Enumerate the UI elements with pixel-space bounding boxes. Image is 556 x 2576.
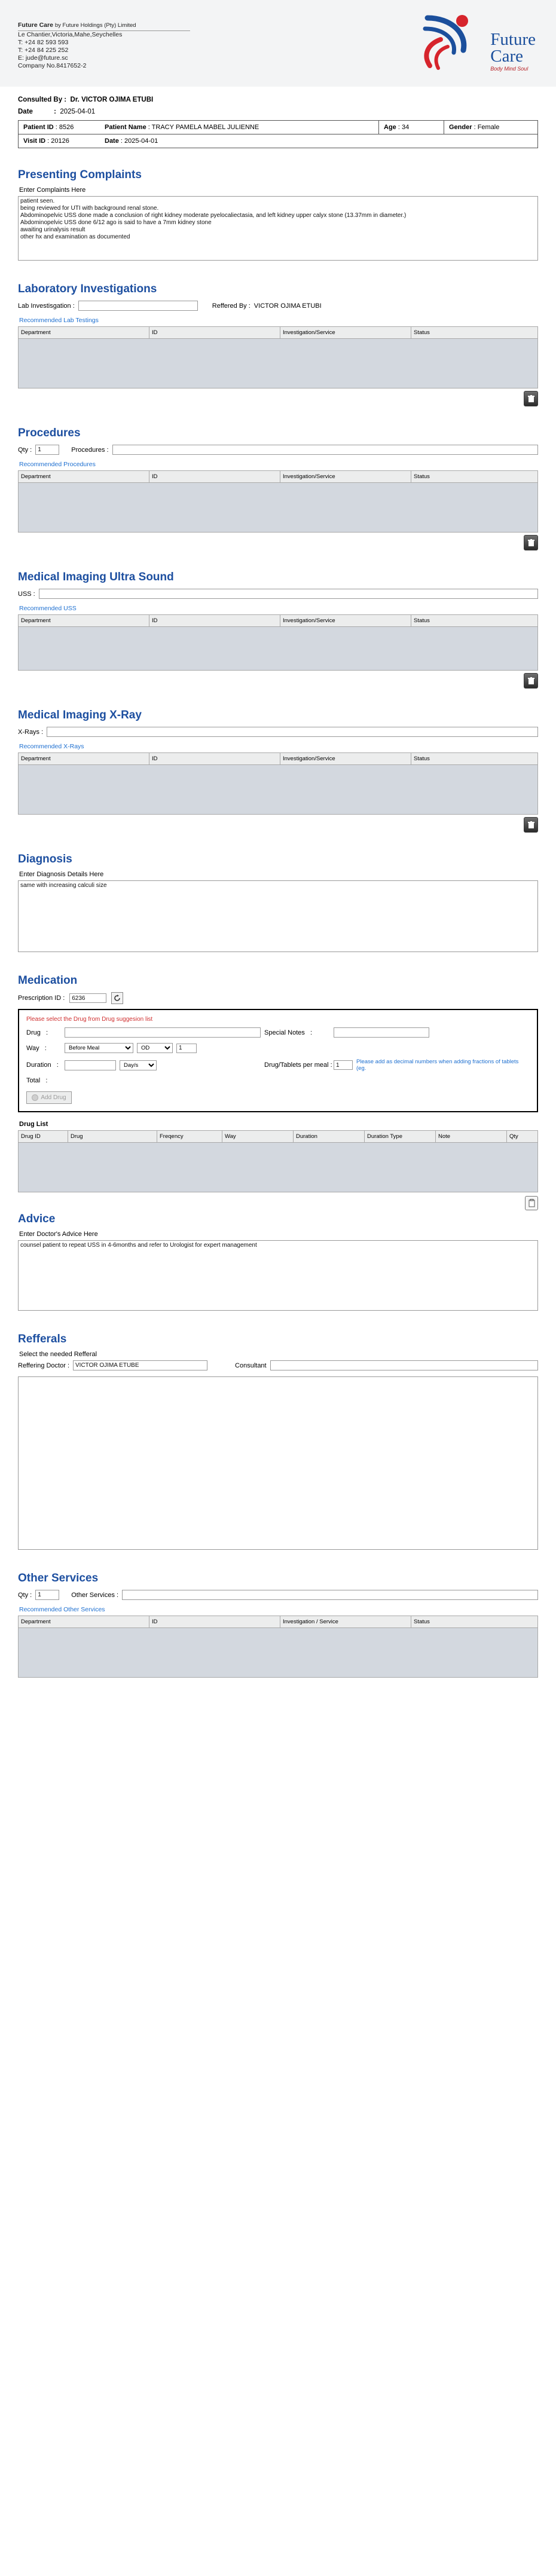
way-controls (65, 1043, 261, 1053)
uss-table-empty-body (19, 627, 538, 671)
duration-label (26, 1061, 61, 1069)
patient-id-value: : 8526 (55, 124, 74, 131)
trash-icon[interactable] (524, 817, 538, 833)
trash-icon[interactable] (524, 391, 538, 406)
procedures-actions (18, 535, 538, 550)
way-label-text: Way (26, 1044, 39, 1052)
add-drug-label: Add Drug (41, 1094, 66, 1101)
diagnosis-sub-label: Enter Diagnosis Details Here (19, 871, 104, 878)
section-title-uss: Medical Imaging Ultra Sound (18, 571, 174, 583)
uss-col-service: Investigation/Service (280, 615, 411, 627)
section-title-other-services: Other Services (18, 1572, 99, 1584)
section-title-procedures: Procedures (18, 427, 81, 439)
lab-investigation-label: Lab Investisgation : (18, 302, 75, 310)
procedures-table-empty-body (19, 483, 538, 533)
prescription-id-label: Prescription ID : (18, 995, 65, 1002)
special-notes-label (264, 1029, 330, 1036)
clinic-address: Le Chantier,Victoria,Mahe,Seychelles (18, 31, 123, 38)
procedures-label: Procedures : (71, 446, 109, 454)
drug-input[interactable] (65, 1027, 261, 1038)
xray-input-row (18, 727, 538, 737)
drug-col-qty: Qty (507, 1131, 538, 1143)
clinic-name-suffix: by Future Holdings (Pty) Limited (54, 22, 136, 29)
procedures-table (18, 470, 538, 533)
proc-col-department: Department (19, 471, 149, 483)
clinic-name-main: Future Care (18, 22, 53, 29)
uss-actions (18, 673, 538, 689)
lab-referred-by-value: VICTOR OJIMA ETUBI (253, 302, 322, 310)
advice-textarea[interactable] (18, 1240, 538, 1311)
xray-input[interactable] (47, 727, 538, 737)
other-services-qty-input[interactable] (35, 1590, 59, 1600)
uss-input[interactable] (39, 589, 538, 599)
drugs-per-meal-controls (334, 1058, 530, 1072)
other-services-label: Other Services : (71, 1591, 119, 1599)
os-col-id: ID (149, 1616, 280, 1628)
drug-col-duration-type: Duration Type (365, 1131, 436, 1143)
consultant-label: Consultant (235, 1362, 267, 1369)
section-title-xray: Medical Imaging X-Ray (18, 709, 142, 721)
patient-info-box (18, 120, 538, 148)
clinic-details (18, 13, 190, 70)
procedures-input-row (18, 445, 538, 455)
drug-col-id: Drug ID (19, 1131, 68, 1143)
medication-warning: Please select the Drug from Drug suggesion list (26, 1016, 153, 1023)
procedures-recommended-label: Recommended Procedures (19, 461, 96, 468)
letterhead (0, 0, 556, 87)
duration-label-sep: : (56, 1061, 59, 1069)
xray-actions (18, 817, 538, 833)
patient-gender-value: : Female (473, 124, 500, 131)
special-notes-label-text: Special Notes (264, 1029, 305, 1036)
drug-list-empty-body (19, 1143, 538, 1192)
uss-label: USS : (18, 590, 35, 598)
referral-row (18, 1360, 538, 1370)
os-col-status: Status (411, 1616, 538, 1628)
drugs-per-meal-label: Drug/Tablets per meal : (264, 1061, 332, 1069)
consult-date-label: Date (18, 108, 33, 115)
drug-label-text: Drug (26, 1029, 41, 1036)
referring-doctor-label: Reffering Doctor : (18, 1362, 70, 1369)
referring-doctor-input[interactable] (73, 1360, 207, 1370)
decimal-note: Please add as decimal numbers when adding fractions of tablets (eg. (356, 1058, 519, 1072)
lab-actions (18, 391, 538, 406)
drug-col-duration: Duration (294, 1131, 365, 1143)
other-services-empty-body (19, 1628, 538, 1678)
drugs-per-meal-input[interactable] (334, 1060, 353, 1070)
procedures-qty-label: Qty : (18, 446, 32, 454)
duration-controls (65, 1060, 261, 1070)
section-title-medication: Medication (18, 974, 78, 987)
drug-list-label: Drug List (19, 1121, 48, 1128)
patient-name-value: : TRACY PAMELA MABEL JULIENNE (148, 124, 259, 131)
lab-table-empty-body (19, 339, 538, 388)
referral-notes-textarea[interactable] (18, 1376, 538, 1550)
clinic-company-no: Company No.8417652-2 (18, 62, 87, 69)
frequency-select[interactable] (137, 1043, 173, 1053)
uss-input-row (18, 589, 538, 599)
total-label-text: Total (26, 1077, 41, 1084)
consulted-by-doctor: Dr. VICTOR OJIMA ETUBI (70, 96, 154, 103)
xray-col-id: ID (149, 753, 280, 765)
advice-sub-label: Enter Doctor's Advice Here (19, 1231, 98, 1238)
drug-list-table (18, 1130, 538, 1192)
special-notes-input[interactable] (334, 1027, 429, 1038)
drug-col-frequency: Freqency (157, 1131, 222, 1143)
consultant-input[interactable] (270, 1360, 538, 1370)
consult-date-sep: : (54, 108, 56, 115)
section-title-diagnosis: Diagnosis (18, 853, 72, 865)
xray-col-status: Status (411, 753, 538, 765)
uss-col-id: ID (149, 615, 280, 627)
xray-table (18, 752, 538, 815)
way-label-sep: : (44, 1044, 47, 1052)
duration-input[interactable] (65, 1060, 116, 1070)
diagnosis-textarea[interactable] (18, 880, 538, 952)
logo-mark-icon (410, 13, 481, 73)
trash-icon[interactable] (524, 673, 538, 689)
visit-id-label: Visit ID (23, 137, 46, 145)
way-qty-input[interactable] (176, 1044, 197, 1053)
duration-unit-select[interactable] (120, 1060, 157, 1070)
consult-date-row (18, 108, 538, 115)
proc-col-service: Investigation/Service (280, 471, 411, 483)
lab-investigation-input[interactable] (78, 301, 198, 311)
patient-id-label: Patient ID (23, 124, 54, 131)
complaints-textarea[interactable] (18, 196, 538, 261)
medication-entry-panel (18, 1009, 538, 1112)
procedures-qty-input[interactable] (35, 445, 59, 455)
clinic-tel-1: T: +24 82 593 593 (18, 39, 69, 46)
section-title-lab: Laboratory Investigations (18, 283, 157, 295)
lab-results-table (18, 326, 538, 388)
clinic-tel-2: T: +24 84 225 252 (18, 47, 69, 54)
section-title-advice: Advice (18, 1213, 56, 1225)
consulted-by-row (18, 96, 538, 103)
patient-age-value: : 34 (398, 124, 410, 131)
consult-date-value: 2025-04-01 (60, 108, 96, 115)
consulted-by-label: Consulted By : (18, 96, 67, 103)
refresh-icon[interactable] (111, 992, 123, 1004)
other-services-input[interactable] (122, 1590, 538, 1600)
lab-col-status: Status (411, 327, 538, 339)
logo-line-1: Future (490, 30, 536, 49)
uss-col-department: Department (19, 615, 149, 627)
clipboard-icon[interactable] (525, 1196, 538, 1210)
other-services-input-row (18, 1590, 538, 1600)
visit-date-value: : 2025-04-01 (120, 137, 158, 145)
clinic-name (18, 22, 190, 31)
prescription-id-input[interactable] (69, 993, 106, 1003)
xray-table-empty-body (19, 765, 538, 815)
referrals-sub-label: Select the needed Refferal (19, 1351, 97, 1358)
patient-name-label: Patient Name (105, 124, 146, 131)
logo (410, 13, 538, 76)
logo-text (490, 31, 536, 72)
drug-label-sep: : (46, 1029, 48, 1036)
prescription-row (18, 992, 538, 1004)
xray-col-service: Investigation/Service (280, 753, 411, 765)
other-services-qty-label: Qty : (18, 1591, 32, 1599)
lab-recommended-label: Recommended Lab Testings (19, 317, 99, 324)
xray-recommended-label: Recommended X-Rays (19, 743, 84, 750)
uss-col-status: Status (411, 615, 538, 627)
special-notes-sep: : (310, 1029, 313, 1036)
patient-age-label: Age (384, 124, 396, 131)
duration-label-text: Duration (26, 1061, 51, 1069)
visit-id-value: : 20126 (47, 137, 69, 145)
os-col-department: Department (19, 1616, 149, 1628)
way-label (26, 1045, 61, 1052)
lab-col-department: Department (19, 327, 149, 339)
section-title-complaints: Presenting Complaints (18, 169, 142, 181)
total-label-sep: : (45, 1077, 48, 1084)
lab-col-service: Investigation/Service (280, 327, 411, 339)
proc-col-status: Status (411, 471, 538, 483)
total-label (26, 1077, 61, 1084)
patient-gender-label: Gender (449, 124, 472, 131)
way-select[interactable] (65, 1043, 133, 1053)
other-services-recommended-label: Recommended Other Services (19, 1606, 105, 1613)
xray-label: X-Rays : (18, 728, 44, 736)
procedures-input[interactable] (112, 445, 538, 455)
drug-col-note: Note (436, 1131, 507, 1143)
advice-actions (18, 1196, 538, 1210)
plus-icon (32, 1094, 38, 1101)
xray-col-department: Department (19, 753, 149, 765)
lab-referred-by-label: Reffered By : (212, 302, 250, 310)
logo-tagline: Body Mind Soul (490, 66, 528, 72)
proc-col-id: ID (149, 471, 280, 483)
lab-input-row (18, 301, 538, 311)
clinic-email: E: jude@future.sc (18, 54, 68, 62)
uss-recommended-label: Recommended USS (19, 605, 77, 612)
drug-col-drug: Drug (68, 1131, 157, 1143)
lab-col-id: ID (149, 327, 280, 339)
add-drug-button[interactable] (26, 1091, 72, 1104)
section-title-referrals: Refferals (18, 1333, 67, 1345)
drug-label (26, 1029, 61, 1036)
trash-icon[interactable] (524, 535, 538, 550)
uss-table (18, 614, 538, 671)
os-col-service: Investigation / Service (280, 1616, 411, 1628)
visit-date-label: Date (105, 137, 119, 145)
complaints-sub-label: Enter Complaints Here (19, 186, 86, 194)
drug-col-way: Way (222, 1131, 294, 1143)
other-services-table (18, 1616, 538, 1678)
logo-line-2: Care (490, 47, 524, 66)
